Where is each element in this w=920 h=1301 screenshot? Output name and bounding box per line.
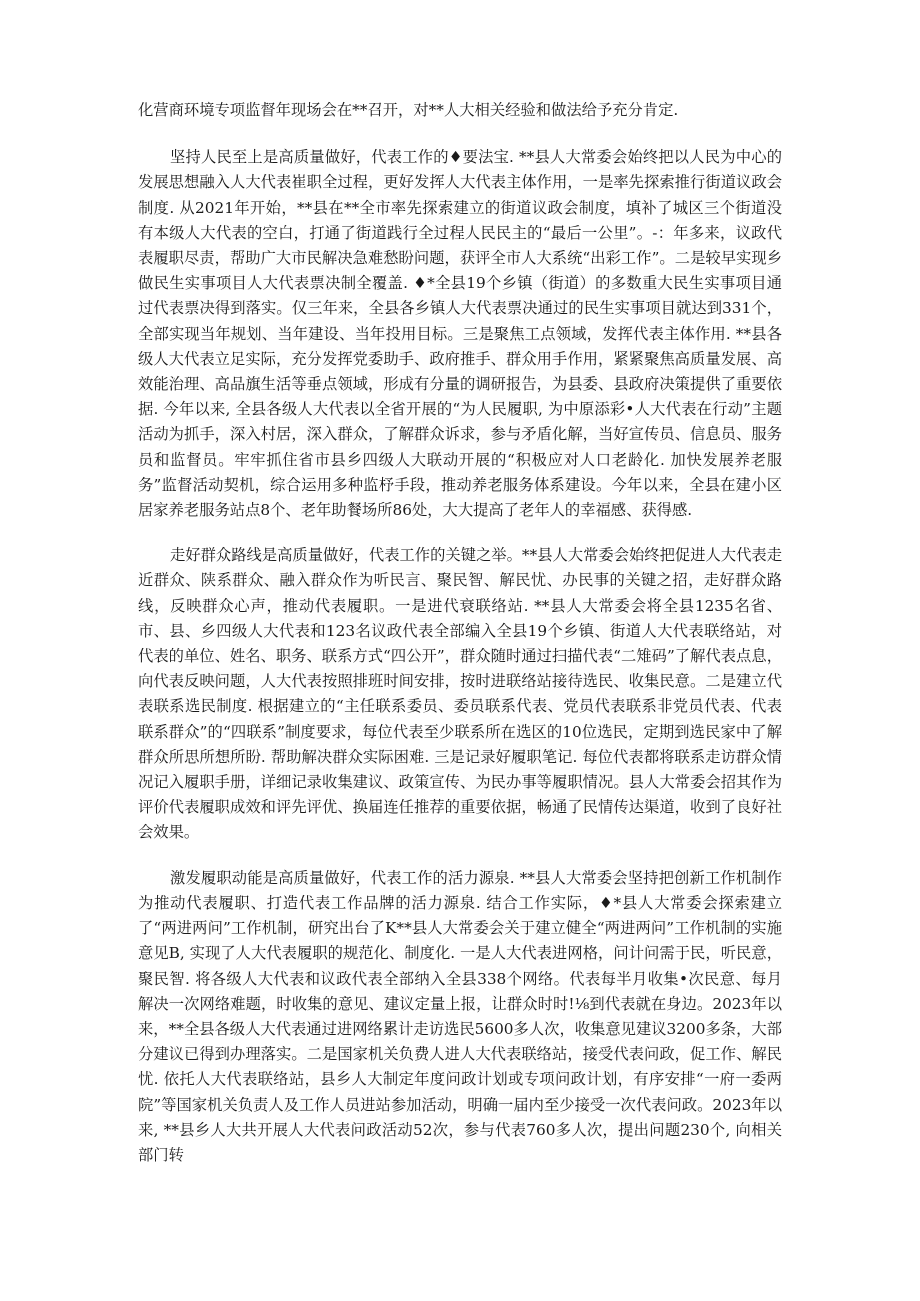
paragraph-4: 激发履职动能是高质量做好，代表工作的活力源泉. **县人大常委会坚持把创新工作机制作为推动代表履职、打造代表工作品牌的活力源泉. 结合工作实际，♦*县人大常委会探索建立了“两进两问”工作机制，研究出台了K**县人大常委会关于建立健全“两进两问”工作机制的实施意见B, 实现了人大代表履职的规范化、制度化. 一是人大代表进网格，问计问需于民，听民意，聚民智. 将各级人大代表和议政代表全部纳入全县338个网络。代表每半月收集•次民意、每月解决一次网络难题，时收集的意见、建议定量上报，让群众时时!⅛到代表就在身边。2023年以来，**全县各级人大代表通过进网络累计走访选民5600多人次，收集意见建议3200多条，大部分建议已得到办理落实。二是国家机关负费人进人大代表联络站，接受代表问政，促工作、解民忧. 依托人大代表联络站，县乡人大制定年度问政计划或专项问政计划，有序安排“一府一委两院”等国家机关负责人及工作人员进站参加活动，明确一届内至少接受一次代表问政。2023年以来, **县乡人大共开展人大代表问政活动52次，参与代表760多人次，提出问题230个, 向相关部门转 (138, 868, 782, 1164)
paragraph-3: 走好群众路线是高质量做好，代表工作的关键之举。**县人大常委会始终把促进人大代表走近群众、陕系群众、融入群众作为听民言、聚民智、解民忧、办民事的关键之招，走好群众路线，反映群众心声，推动代表履职。一是进代衰联络站. **县人大常委会将全县1235名省、市、县、乡四级人大代表和123名议政代表全部编入全县19个乡镇、街道人大代表联络站，对代表的单位、姓名、职务、联系方式“四公开”，群众随时通过扫描代表“二雉码”了解代表点息，向代表反映问题，人大代表按照排班时间安排，按时进联络站接待选民、收集民意。二是建立代表联系选民制度. 根据建立的“主任联系委员、委员联系代表、党员代表联系非党员代表、代表联系群众”的“四联系”制度要求，每位代表至少联系所在选区的10位选民，定期到选民家中了解群众所思所想所盼. 帮助解决群众实际困难. 三是记录好履职笔记. 每位代表都将联系走访群众情况记入履职手册，详细记录收集建议、政策宣传、为民办事等履职情况。县人大常委会招其作为评价代表履职成效和评先评优、换届连任推荐的重要依据，畅通了民情传达渠道，收到了良好社会效果。 (138, 546, 782, 842)
paragraph-1: 化营商环境专项监督年现场会在**召开，对**人大相关经验和做法给予充分肯定. (138, 101, 679, 119)
paragraph-2: 坚持人民至上是高质量做好，代表工作的♦要法宝. **县人大常委会始终把以人民为中心的发展思想融入人大代表崔职全过程，更好发挥人大代表主体作用，一是率先探索推行街道议政会制度. 从2021年开始，**县在**全市率先探索建立的街道议政会制度，填补了城区三个街道没有本级人大代表的空白，打通了街道践行全过程人民民主的“最后一公里”。-：年多来，议政代表履职尽责，帮助广大市民解决急难愁盼问题，获评全市人大系统“出彩工作”。二是较早实现乡做民生实事项目人大代表票决制全覆盖. ♦*全县19个乡镇（街道）的多数重大民生实事项目通过代表票决得到落实。仅三年来，全县各乡镇人大代表票决通过的民生实事项目就达到331个，全部实现当年规划、当年建设、当年投用目标。三是聚焦工点领域，发挥代表主体作用. **县各级人大代表立足实际，充分发挥党委助手、政府推手、群众用手作用，紧紧聚焦高质量发展、高效能治理、高品旗生活等垂点领域，形成有分量的调研报告，为县委、县政府决策提供了重要依据. 今年以来, 全县各级人大代表以全省开展的“为人民履职, 为中原添彩•人大代表在行动”主题活动为抓手，深入村居，深入群众，了解群众诉求，参与矛盾化解，当好宣传员、信息员、服务员和监督员。牢牢抓住省市县乡四级人大联动开展的“积极应对人口老龄化. 加快发展养老服务”监督活动契机，综合运用多种监杼手段，推动养老服务体系建设。今年以来，全县在建小区居家养老服务站点8个、老年助餐场所86处，大大提高了老年人的幸福感、获得感. (138, 148, 782, 520)
document-page (138, 98, 782, 1188)
